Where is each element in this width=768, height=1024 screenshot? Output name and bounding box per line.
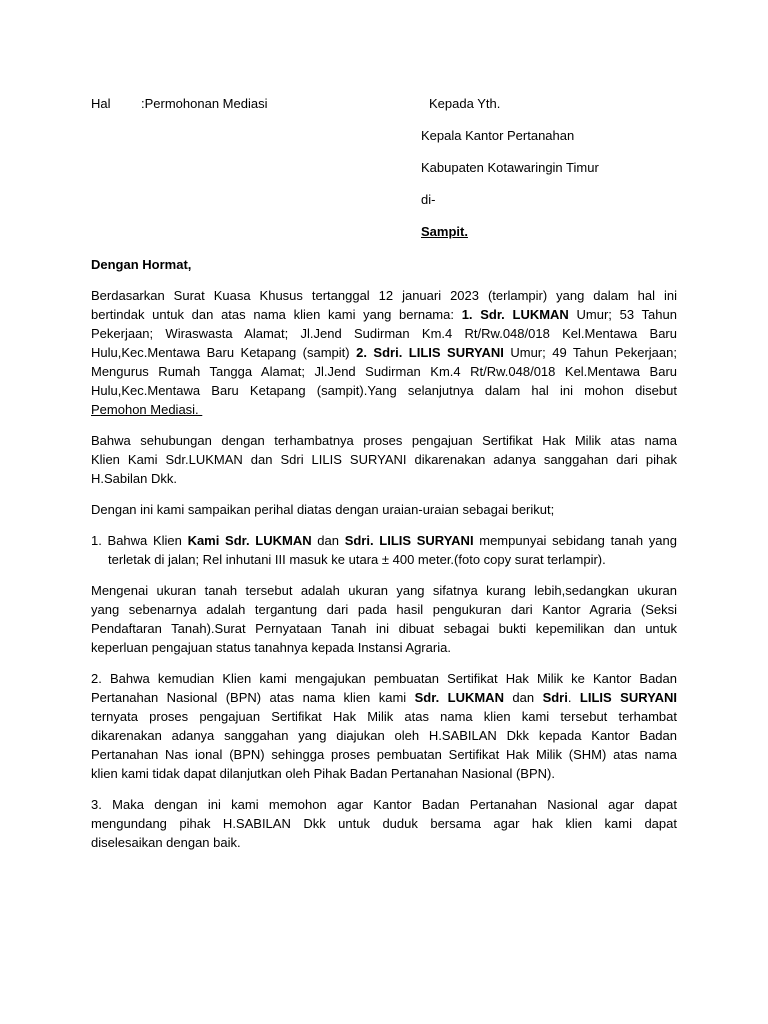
paragraph-line (91, 688, 677, 707)
paragraph-line (91, 343, 677, 362)
text-run: Pertanahan Nasional (BPN) atas nama klien kami (91, 690, 415, 705)
paragraph-line: Mengurus Rumah Tangga Alamat; Jl.Jend Sudirman Km.4 Rt/Rw.048/018 Kel.Mentawa Baru (91, 364, 677, 379)
paragraph-line: Pertanahan Nas ional (BPN) sehingga proses pembuatan Sertifikat Hak Milik (SHM) atas nama (91, 747, 677, 762)
recipient-city: Sampit. (421, 224, 468, 239)
paragraph-line: 3. Maka dengan ini kami memohon agar Kantor Badan Pertanahan Nasional agar dapat (91, 797, 677, 812)
client-1-name: Sdr. LUKMAN (414, 690, 504, 705)
text-run: . (567, 690, 580, 705)
paragraph-background (91, 431, 677, 488)
client-2-name: Sdri. LILIS SURYANI (344, 533, 474, 548)
recipient-preposition: di- (421, 192, 436, 207)
text-run: dan (311, 533, 345, 548)
recipient-regency: Kabupaten Kotawaringin Timur (421, 160, 599, 175)
client-1-name: Kami Sdr. LUKMAN (187, 533, 312, 548)
paragraph-point-3 (91, 795, 677, 852)
applicant-designation: Pemohon Mediasi. (91, 402, 203, 417)
text-run: dan (503, 690, 543, 705)
recipient-regency-row (91, 158, 677, 177)
paragraph-line: Berdasarkan Surat Kuasa Khusus tertanggal 12 januari 2023 (terlampir) yang dalam hal ini (91, 288, 677, 303)
text-run: Umur; 49 Tahun Pekerjaan; (503, 345, 677, 360)
paragraph-line (91, 531, 677, 550)
recipient-office: Kepala Kantor Pertanahan (421, 128, 575, 143)
paragraph-line: Mengenai ukuran tanah tersebut adalah ukuran yang sifatnya kurang lebih,sedangkan ukuran (91, 583, 677, 598)
subject-row (91, 94, 677, 113)
subject-label: Hal (91, 96, 111, 111)
text-run: Umur; 53 Tahun (568, 307, 677, 322)
paragraph-line: diselesaikan dengan baik. (91, 835, 241, 850)
paragraph-line: klien kami tidak dapat dilanjutkan oleh Pihak Badan Pertanahan Nasional (BPN). (91, 766, 555, 781)
client-1-name: 1. Sdr. LUKMAN (461, 307, 569, 322)
paragraph-line: yang sebenarnya adalah tergantung dari pada hasil pengukuran dari Kantor Agraria (Seksi (91, 602, 677, 617)
recipient-greeting: Kepada Yth. (429, 96, 501, 111)
paragraph-line: ternyata proses pengajuan Sertifikat Hak Milik atas nama klien kami tersebut terhambat (91, 709, 677, 724)
paragraph-line: terletak di jalan; Rel inhutani III masuk ke utara ± 400 meter.(foto copy surat terlampir). (108, 552, 606, 567)
paragraph-line: Pendaftaran Tanah).Surat Pernyataan Tanah ini dibuat sebagai bukti kepemilikan dan untuk (91, 621, 677, 636)
client-2-title: Sdri (542, 690, 568, 705)
paragraph-line: Bahwa sehubungan dengan terhambatnya proses pengajuan Sertifikat Hak Milik atas nama (91, 433, 677, 448)
text-run: mempunyai sebidang tanah yang (473, 533, 677, 548)
paragraph-line: keperluan pengajuan status tanahnya kepada Instansi Agraria. (91, 640, 451, 655)
paragraph-line: Dengan ini kami sampaikan perihal diatas dengan uraian-uraian sebagai berikut; (91, 502, 555, 517)
letter-body (91, 94, 677, 864)
recipient-office-row (91, 126, 677, 145)
text-run: 1. Bahwa Klien (91, 533, 188, 548)
salutation: Dengan Hormat, (91, 257, 192, 272)
text-run: bertindak untuk dan atas nama klien kami yang bernama: (91, 307, 462, 322)
paragraph-line: Hulu,Kec.Mentawa Baru Ketapang (sampit).Yang selanjutnya dalam hal ini mohon disebut (91, 383, 677, 398)
paragraph-line (91, 305, 677, 324)
paragraph-line (91, 400, 677, 419)
paragraph-line: 2. Bahwa kemudian Klien kami mengajukan pembuatan Sertifikat Hak Milik ke Kantor Badan (91, 671, 677, 686)
paragraph-line: dikarenakan adanya sanggahan yang diajukan oleh H.SABILAN Dkk kepada Kantor Badan (91, 728, 677, 743)
client-2-name: 2. Sdri. LILIS SURYANI (356, 345, 504, 360)
recipient-city-row (91, 222, 677, 241)
paragraph-point-1 (91, 531, 677, 569)
paragraph-line: H.Sabilan Dkk. (91, 471, 177, 486)
paragraph-power-of-attorney (91, 286, 677, 419)
paragraph-line: mengundang pihak H.SABILAN Dkk untuk duduk bersama agar hak klien kami dapat (91, 816, 677, 831)
text-run: Hulu,Kec.Mentawa Baru Ketapang (sampit) (91, 345, 357, 360)
client-2-name: LILIS SURYANI (579, 690, 677, 705)
paragraph-point-2 (91, 669, 677, 783)
subject-value: :Permohonan Mediasi (141, 96, 268, 111)
paragraph-land-size (91, 581, 677, 657)
paragraph-line: Pekerjaan; Wiraswasta Alamat; Jl.Jend Sudirman Km.4 Rt/Rw.048/018 Kel.Mentawa Baru (91, 326, 677, 341)
paragraph-line: Klien Kami Sdr.LUKMAN dan Sdri LILIS SURYANI dikarenakan adanya sanggahan dari pihak (91, 452, 677, 467)
recipient-preposition-row (91, 190, 677, 209)
paragraph-intro-points (91, 500, 677, 519)
